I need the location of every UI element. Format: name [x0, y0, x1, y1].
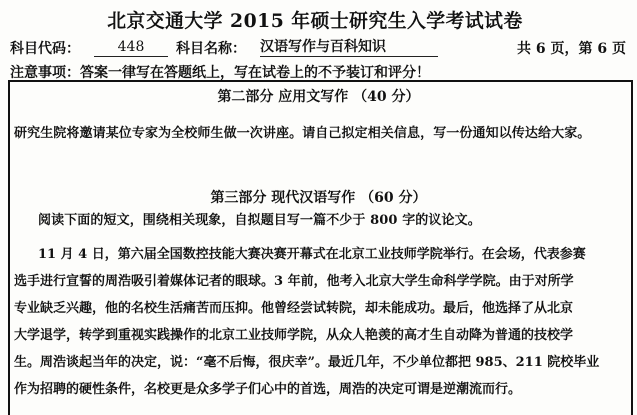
passage-line: 专业缺乏兴趣，他的名校生活痛苦而压抑。他曾经尝试转院，却未能成功。最后，他选择了从北京	[14, 301, 574, 316]
passage-line: 大学退学，转学到重视实践操作的北京工业技师学院，从众人艳羡的高才生自动降为普通的技校学	[14, 328, 574, 343]
page-count: 共 6 页，第 6 页	[517, 41, 626, 57]
notice-text: 答案一律写在答题纸上，写在试卷上的不予装订和评分！	[80, 65, 430, 81]
notice-label: 注意事项：	[10, 65, 80, 81]
subject-info-row	[10, 38, 630, 58]
part3-instruction: 阅读下面的短文，围绕相关现象，自拟题目写一篇不少于 800 字的议论文。	[38, 213, 481, 228]
exam-title: 北京交通大学 2015 年硕士研究生入学考试试卷	[107, 10, 523, 32]
part2-heading: 第二部分 应用文写作 （40 分）	[217, 89, 420, 105]
part3-heading: 第三部分 现代汉语写作 （60 分）	[210, 190, 427, 206]
subject-code-value: 448	[94, 38, 168, 57]
subject-name-value: 汉语写作与百科知识	[260, 38, 438, 57]
subject-code-label: 科目代码：	[10, 41, 80, 57]
notice-row	[10, 62, 430, 82]
passage-line: 作为招聘的硬性条件，名校更是众多学子们心中的首选，周浩的决定可谓是逆潮流而行。	[14, 382, 522, 397]
part2-prompt: 研究生院将邀请某位专家为全校师生做一次讲座。请自己拟定相关信息，写一份通知以传达给大家。	[14, 126, 591, 141]
passage-line: 11 月 4 日，第六届全国数控技能大赛决赛开幕式在北京工业技师学院举行。在会场，代表参赛	[38, 247, 586, 262]
subject-name-label: 科目名称：	[176, 41, 246, 57]
passage-line: 选手进行宣誓的周浩吸引着媒体记者的眼球。3 年前，他考入北京大学生命科学学院。由于对所学	[14, 274, 574, 289]
passage-line: 生。周浩谈起当年的决定，说：“毫不后悔，很庆幸”。最近几年，不少单位都把 985、211 院校毕业	[14, 355, 600, 370]
